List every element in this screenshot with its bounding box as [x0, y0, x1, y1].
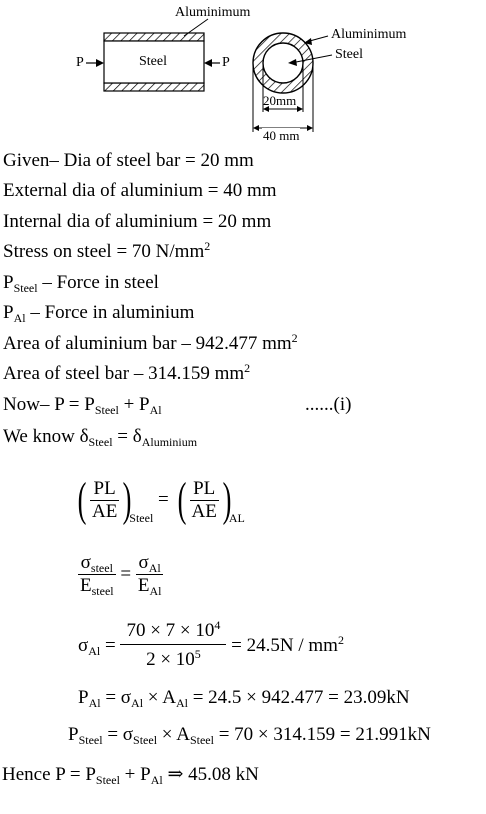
final-sub1: Steel: [95, 773, 120, 787]
t-d: = 24.5 × 942.477 = 23.09kN: [187, 687, 410, 708]
final-result: [2, 764, 259, 786]
frac-num: [120, 620, 226, 645]
frac-den: [120, 645, 226, 671]
label-dim-inner: 20mm: [263, 93, 297, 108]
sub: Al: [149, 584, 162, 598]
final-c: ⇒ 45.08 kN: [162, 764, 259, 785]
area-al-text: Area of aluminium bar – 942.477 mm: [3, 333, 292, 354]
e-symbol: E: [137, 575, 150, 596]
now-sub2: Al: [149, 403, 162, 417]
t-c: × A: [143, 687, 176, 708]
equation-p-al: [78, 687, 410, 709]
p-symbol: P: [3, 272, 14, 293]
equation-stress-ratio: [78, 552, 163, 597]
dim-outer-arrow-left: [253, 125, 259, 131]
frac-num: PL: [90, 478, 119, 501]
paren-close: ): [222, 473, 232, 526]
sigma-al-result: [231, 632, 344, 656]
t-d: = 70 × 314.159 = 21.991kN: [213, 724, 431, 745]
paren-open: (: [177, 473, 186, 526]
t-a: P: [78, 687, 89, 708]
fraction-pl-ae-al: [190, 478, 219, 523]
given-external-dia: External dia of aluminium = 40 mm: [3, 180, 277, 201]
now-sub1: Steel: [94, 403, 119, 417]
area-steel-text: Area of steel bar – 314.159 mm: [3, 363, 245, 384]
given-stress: [3, 241, 210, 263]
given-stress-text: Stress on steel = 70 N/mm: [3, 241, 205, 262]
dim-outer-arrow-right: [307, 125, 313, 131]
final-b: + P: [119, 764, 151, 785]
aluminium-bottom-strip: [104, 83, 204, 91]
equals-sign: =: [158, 489, 169, 510]
final-sub2: Al: [150, 773, 163, 787]
given-internal-dia: Internal dia of aluminium = 20 mm: [3, 211, 272, 232]
paren-open: (: [77, 473, 87, 526]
sub: Al: [148, 561, 161, 575]
we-know-sub1: Steel: [88, 435, 113, 449]
now-b: + P: [118, 394, 150, 415]
given-force-al: [3, 302, 194, 324]
paren-close: ): [122, 473, 132, 526]
sigma: σ: [78, 634, 89, 656]
label-aluminimum-top: Aluminimum: [175, 5, 251, 20]
p-subscript: Steel: [13, 281, 38, 295]
arrow-p-left-head: [96, 59, 104, 67]
given-stress-sup: 2: [204, 239, 211, 253]
arrow-p-right-head: [204, 59, 212, 67]
sub-steel: Steel: [129, 511, 154, 526]
given-steel-dia: Given– Dia of steel bar = 20 mm: [3, 150, 254, 171]
area-steel-sup: 2: [244, 361, 251, 375]
s-c: Al: [175, 696, 188, 710]
equation-p-steel: [68, 724, 431, 746]
sub: Al: [88, 643, 101, 658]
frac-den: [78, 575, 116, 597]
fraction-sigma-al-calc: [120, 620, 226, 671]
force-al-text: – Force in aluminium: [25, 302, 195, 323]
frac-num: PL: [190, 478, 219, 501]
frac-den: [136, 575, 164, 597]
force-steel-text: – Force in steel: [37, 272, 159, 293]
frac-num: [78, 552, 116, 575]
we-know-a: We know δ: [3, 426, 89, 447]
given-area-al: [3, 333, 298, 355]
label-p-right: P: [222, 55, 230, 70]
sub-al: AL: [228, 511, 245, 526]
t-a: P: [68, 724, 79, 745]
fraction-pl-ae-steel: [90, 478, 119, 523]
p-symbol: P: [3, 302, 14, 323]
equation-deformation: [74, 473, 245, 526]
we-know-sub2: Aluminium: [141, 435, 198, 449]
frac-den: AE: [91, 500, 118, 522]
equation-sigma-al: [78, 620, 344, 671]
final-a: Hence P = P: [2, 764, 96, 785]
fraction-sigma-al: [136, 552, 164, 597]
t-c: × A: [157, 724, 190, 745]
frac-den: AE: [191, 500, 217, 522]
result-text: = 24.5N / mm: [231, 634, 338, 656]
composite-bar-figure: [0, 0, 486, 150]
area-al-sup: 2: [291, 331, 298, 345]
we-know-b: = δ: [112, 426, 142, 447]
s-c: Steel: [189, 733, 214, 747]
s-a: Al: [88, 696, 101, 710]
label-steel-bar: Steel: [139, 54, 167, 69]
steel-section: [263, 43, 303, 83]
given-area-steel: [3, 363, 250, 385]
s-b: Steel: [133, 733, 158, 747]
sub: steel: [91, 584, 114, 598]
den-sup: 5: [194, 647, 201, 661]
t-b: = σ: [100, 687, 132, 708]
given-force-steel: [3, 272, 159, 294]
label-aluminimum-right: Aluminimum: [331, 27, 407, 42]
result-sup: 2: [337, 632, 344, 647]
num-text: 70 × 7 × 10: [126, 620, 215, 641]
p-subscript: Al: [13, 311, 26, 325]
s-a: Steel: [78, 733, 103, 747]
equation-tag-i: ......(i): [305, 394, 352, 415]
s-b: Al: [131, 696, 144, 710]
den-text: 2 × 10: [146, 649, 195, 670]
e-symbol: E: [80, 575, 92, 596]
sub: steel: [90, 561, 113, 575]
equals-sign: =: [120, 563, 132, 585]
sigma-al-lhs: $\sigma_{Al}$ =: [78, 634, 116, 658]
label-p-left: P: [76, 55, 84, 70]
label-dim-outer: 40 mm: [263, 128, 300, 143]
aluminium-top-strip: [104, 33, 204, 41]
now-a: Now– P = P: [3, 394, 95, 415]
fraction-sigma-steel: [78, 552, 116, 597]
equation-now: [3, 394, 162, 416]
frac-num: [136, 552, 164, 575]
we-know-line: [3, 426, 197, 448]
sigma: σ: [80, 552, 91, 573]
num-sup: 4: [214, 618, 221, 632]
label-steel-section: Steel: [335, 47, 363, 62]
sigma: σ: [138, 552, 149, 573]
t-b: = σ: [102, 724, 134, 745]
dim-inner-arrow-right: [297, 106, 303, 112]
